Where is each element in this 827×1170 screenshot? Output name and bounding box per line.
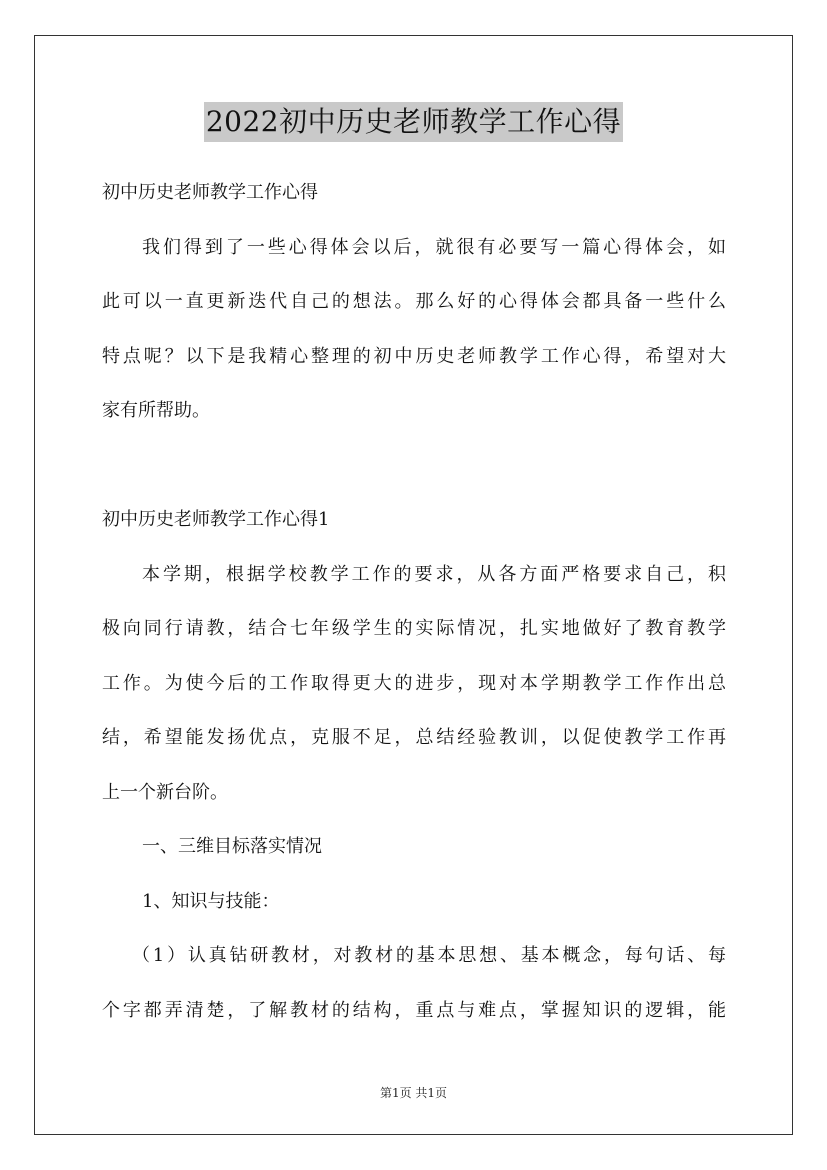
title-container xyxy=(0,102,827,142)
paragraph-line: 特点呢？以下是我精心整理的初中历史老师教学工作心得，希望对大 xyxy=(102,345,726,367)
paragraph-line: 我们得到了一些心得体会以后，就很有必要写一篇心得体会，如 xyxy=(142,236,726,258)
document-body xyxy=(102,170,726,1042)
document-title: 2022初中历史老师教学工作心得 xyxy=(204,102,623,142)
paragraph-line: 结，希望能发扬优点，克服不足，总结经验教训，以促使教学工作再 xyxy=(102,727,726,748)
paragraph-line: 上一个新台阶。 xyxy=(102,781,228,803)
paragraph-line: 家有所帮助。 xyxy=(102,400,210,421)
paragraph-line: 工作。为使今后的工作取得更大的进步，现对本学期教学工作作出总 xyxy=(102,672,726,694)
subsection-heading: 1、知识与技能： xyxy=(142,890,280,912)
paragraph-line: 本学期，根据学校教学工作的要求，从各方面严格要求自己，积 xyxy=(142,563,726,585)
paragraph-line: 此可以一直更新迭代自己的想法。那么好的心得体会都具备一些什么 xyxy=(102,291,726,312)
page-number: 第1页 共1页 xyxy=(379,1086,448,1100)
section-heading: 初中历史老师教学工作心得1 xyxy=(102,509,330,530)
paragraph-line: （1）认真钻研教材，对教材的基本思想、基本概念，每句话、每 xyxy=(132,945,726,966)
subsection-heading: 一、三维目标落实情况 xyxy=(142,836,322,857)
paragraph-line: 个字都弄清楚，了解教材的结构，重点与难点，掌握知识的逻辑，能 xyxy=(102,999,726,1021)
blank-line xyxy=(102,443,726,498)
paragraph-line: 极向同行请教，结合七年级学生的实际情况，扎实地做好了教育教学 xyxy=(102,618,726,639)
paragraph-heading: 初中历史老师教学工作心得 xyxy=(102,182,318,203)
